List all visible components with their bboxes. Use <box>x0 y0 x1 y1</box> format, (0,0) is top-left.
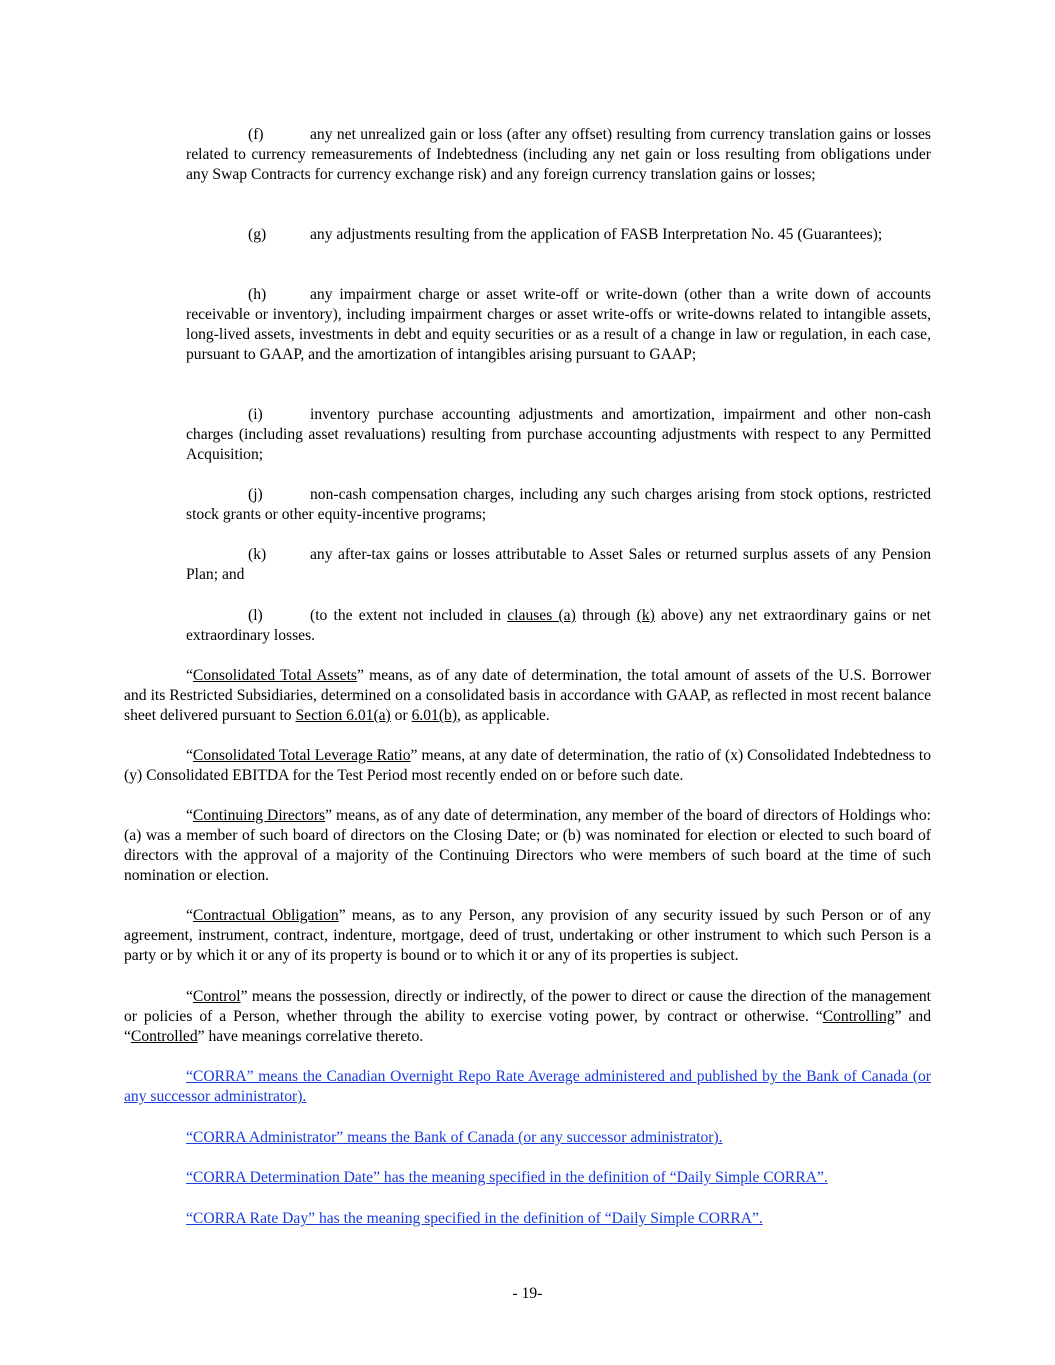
quote-mark: “ <box>186 988 193 1005</box>
clause-text: any net unrealized gain or loss (after any offset) resulting from currency translation gains or losses related to currency remeasurements of Indebtedness (including any net gain or loss resulting from obligations under any Swap Contracts for currency exchange risk) and any foreign currency translation gains or losses; <box>186 126 931 183</box>
definition-continuing-directors <box>124 806 931 886</box>
clause-label: (l) <box>248 607 263 624</box>
cross-reference-k: (k) <box>636 607 655 624</box>
cross-reference-section-6-01a: Section 6.01(a) <box>295 707 391 724</box>
definition-control <box>124 987 931 1047</box>
defined-term: Continuing Directors <box>192 807 326 824</box>
page-number: - 19- <box>512 1285 543 1302</box>
inserted-definition-corra-determination-date: “CORRA Determination Date” has the meaning specified in the definition of “Daily Simple CORRA”. <box>186 1169 828 1186</box>
definition-text: , as applicable. <box>457 707 550 724</box>
clause-label: (k) <box>248 546 267 563</box>
definition-text: or <box>390 707 412 724</box>
clause-text: any after-tax gains or losses attributable to Asset Sales or returned surplus assets of any Pension Plan; and <box>186 546 931 583</box>
definition-text: ” means the possession, directly or indirectly, of the power to direct or cause the direction of the management or policies of a Person, whether through the ability to exercise voting power, by contract or otherwise. “ <box>124 988 931 1025</box>
clause-text: non-cash compensation charges, including any such charges arising from stock options, restricted stock grants or other equity-incentive programs; <box>186 486 931 523</box>
inserted-definition-corra-rate-day: “CORRA Rate Day” has the meaning specified in the definition of “Daily Simple CORRA”. <box>186 1210 763 1227</box>
quote-mark: “ <box>186 667 193 684</box>
definition-consolidated-total-leverage-ratio <box>124 746 931 786</box>
definition-text: ” means, as of any date of determination, the total amount of assets of the U.S. Borrower and its Restricted Subsidiaries, determined on a consolidated basis in accordance with GAAP, as reflected in most recent balance sheet delivered pursuant to <box>124 667 931 724</box>
definition-text: ” means, as to any Person, any provision of any security issued by such Person or of any agreement, instrument, contract, indenture, mortgage, deed of trust, undertaking or other instrument to which such Person is a party or by which it or any of its property is bound or to which it or any of its properties is subject. <box>124 907 932 964</box>
clause-text: any adjustments resulting from the application of FASB Interpretation No. 45 (Guarantees); <box>310 226 883 243</box>
defined-term: Controlled <box>130 1028 198 1045</box>
clause-text: inventory purchase accounting adjustments and amortization, impairment and other non-cash charges (including asset revaluations) resulting from purchase accounting adjustments with respect to any Permitted Acquisition; <box>186 406 931 463</box>
definition-text: ” means, as of any date of determination, any member of the board of directors of Holdings who: (a) was a member of such board of directors on the Closing Date; or (b) was nominated for election or elected to such board of directors with the approval of a majority of the Continuing Directors who were members of such board at the time of such nomination or election. <box>124 807 931 884</box>
clause-j <box>186 485 931 525</box>
inserted-definition-corra-administrator: “CORRA Administrator” means the Bank of Canada (or any successor administrator). <box>186 1129 723 1146</box>
defined-term: Consolidated Total Assets <box>192 667 357 684</box>
quote-mark: “ <box>186 907 193 924</box>
clause-k <box>186 545 931 585</box>
clause-f <box>186 125 931 185</box>
definition-text: ” and “ <box>124 1008 931 1045</box>
clause-text: any impairment charge or asset write-off or write-down (other than a write down of accounts receivable or inventory), including impairment charges or asset write-offs or write-downs related to intangible assets, long-lived assets, investments in debt and equity securities or as a result of a change in law or regulation, in each case, pursuant to GAAP, and the amortization of intangibles arising pursuant to GAAP; <box>186 286 931 363</box>
clause-label: (i) <box>248 406 263 423</box>
defined-term: Contractual Obligation <box>192 907 339 924</box>
clause-label: (g) <box>248 226 267 243</box>
definition-consolidated-total-assets <box>124 666 931 726</box>
cross-reference-6-01b: 6.01(b) <box>411 707 458 724</box>
clause-text: (to the extent not included in <box>310 607 508 624</box>
cross-reference-clauses-a: clauses (a) <box>507 607 576 624</box>
clause-g <box>186 225 931 245</box>
quote-mark: “ <box>186 747 193 764</box>
clause-text: above) any net extraordinary gains or net extraordinary losses. <box>186 607 931 644</box>
defined-term: Controlling <box>822 1008 895 1025</box>
quote-mark: “ <box>186 807 193 824</box>
clause-l <box>186 606 931 646</box>
clause-text: through <box>575 607 637 624</box>
definition-text: ” means, at any date of determination, the ratio of (x) Consolidated Indebtedness to (y) Consolidated EBITDA for the Test Period most recently ended on or before such date. <box>124 747 932 784</box>
defined-term: Control <box>192 988 241 1005</box>
inserted-definition-corra: “CORRA” means the Canadian Overnight Repo Rate Average administered and published by the Bank of Canada (or any successor administrator). <box>124 1068 931 1105</box>
clause-i <box>186 405 931 465</box>
clause-h <box>186 285 931 365</box>
clause-label: (f) <box>248 126 264 143</box>
definition-text: ” have meanings correlative thereto. <box>197 1028 424 1045</box>
definition-contractual-obligation <box>124 906 931 966</box>
clause-label: (j) <box>248 486 263 503</box>
defined-term: Consolidated Total Leverage Ratio <box>192 747 411 764</box>
clause-label: (h) <box>248 286 267 303</box>
